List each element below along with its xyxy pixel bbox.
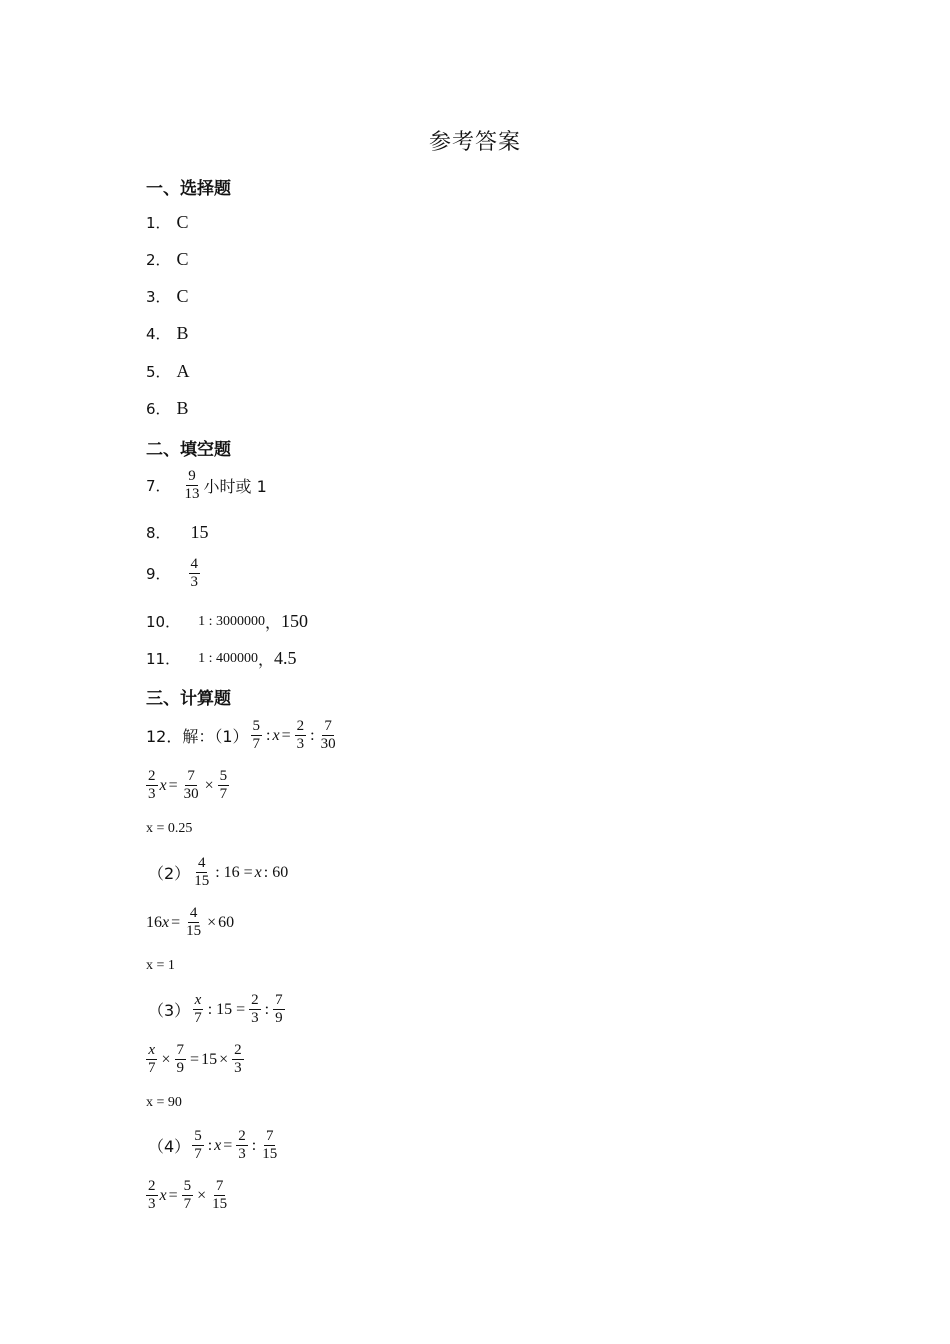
q-num: 5．	[146, 363, 171, 381]
q-num: 1．	[146, 214, 171, 232]
answer: C	[176, 212, 189, 232]
calc-12-3-result	[146, 1095, 182, 1111]
section-calc: 三、计算题	[146, 689, 231, 709]
section-choice: 一、选择题	[146, 179, 231, 199]
q-label: 12．解：（1）	[146, 727, 249, 746]
result: x = 90	[146, 1095, 182, 1110]
section-fill: 二、填空题	[146, 440, 231, 460]
fill-9	[146, 556, 202, 591]
fill-8	[146, 522, 209, 543]
choice-6	[146, 398, 189, 419]
equation: 16 x = $\frac{4}{15}$ × 60	[146, 905, 235, 939]
q-num: 2．	[146, 251, 171, 269]
fraction: $\frac{9}{13}$	[184, 468, 200, 502]
choice-5	[146, 361, 190, 382]
q-label: （3）	[148, 1001, 191, 1020]
page-title: 参考答案	[428, 130, 521, 155]
calc-12-2-result	[146, 958, 175, 974]
fill-11: 11． 1 : 400000 ， 4.5	[146, 648, 297, 669]
calc-12-3-problem	[146, 992, 287, 1027]
equation: $\frac{x}{7}$ × $\frac{7}{9}$ = 15 × $\frac{2}{3}$	[148, 1042, 242, 1076]
choice-1	[146, 212, 189, 233]
calc-12-1-result	[146, 821, 192, 837]
choice-2	[146, 249, 189, 270]
q-num: 6．	[146, 400, 171, 418]
answer: A	[176, 361, 190, 381]
q-num: 7．	[146, 477, 171, 495]
answer: B	[176, 398, 189, 418]
ratio: 1 : 400000	[198, 650, 258, 666]
ratio: 1 : 3000000	[198, 613, 265, 629]
answer: 150	[281, 611, 308, 631]
equation: $\frac{4}{15}$ : 16 = x : 60	[194, 855, 289, 889]
q-num: 10．	[146, 613, 181, 631]
equation: $\frac{2}{3}$ x = $\frac{5}{7}$ × $\frac{7}{15}$	[148, 1178, 228, 1212]
fill-10: 10． 1 : 3000000 ， 150	[146, 611, 308, 632]
answer: 小时或 1	[203, 477, 267, 496]
calc-12-4-step	[146, 1178, 231, 1213]
calc-12-4-problem	[146, 1128, 281, 1163]
answer: B	[176, 323, 189, 343]
fill-7	[146, 468, 267, 503]
calc-12-2-problem	[146, 855, 290, 890]
q-num: 11．	[146, 650, 181, 668]
equation: $\frac{x}{7}$ : 15 = $\frac{2}{3}$ : $\frac{7}{9}$	[194, 992, 283, 1026]
calc-12-1-problem	[146, 718, 340, 753]
result: x = 0.25	[146, 821, 193, 836]
calc-12-3-step	[146, 1042, 246, 1077]
choice-3	[146, 286, 189, 307]
q-label: （4）	[148, 1137, 191, 1156]
calc-12-1-step	[146, 768, 231, 803]
result: x = 1	[146, 958, 175, 973]
answer: C	[176, 249, 189, 269]
calc-12-2-step	[146, 905, 234, 940]
q-num: 9．	[146, 565, 171, 583]
answer: 4.5	[274, 648, 297, 668]
q-num: 8．	[146, 524, 171, 542]
answer: 15	[190, 522, 209, 542]
equation: $\frac{2}{3}$ x = $\frac{7}{30}$ × $\frac{5}{7}$	[148, 768, 228, 802]
answer: C	[176, 286, 189, 306]
q-num: 4．	[146, 325, 171, 343]
equation: $\frac{5}{7}$ : x = $\frac{2}{3}$ : $\frac{7}{15}$	[194, 1128, 278, 1162]
fraction: $\frac{4}{3}$	[190, 556, 199, 590]
q-label: （2）	[148, 864, 191, 883]
q-num: 3．	[146, 288, 171, 306]
choice-4	[146, 323, 189, 344]
equation: $\frac{5}{7}$ : x = $\frac{2}{3}$ : $\frac{7}{30}$	[252, 718, 336, 752]
